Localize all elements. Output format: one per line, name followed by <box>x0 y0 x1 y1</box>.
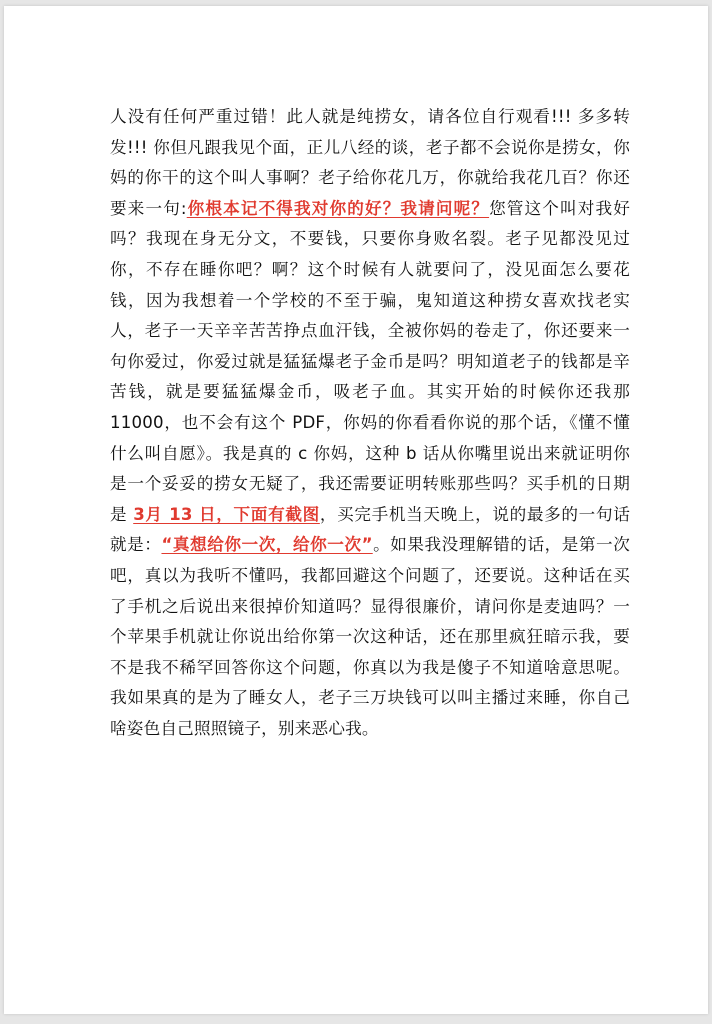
highlighted-text-segment: 你根本记不得我对你的好？我请问呢？ <box>186 198 490 218</box>
highlighted-text-segment: “真想给你一次，给你一次” <box>161 535 373 555</box>
text-segment: 。如果我没理解错的话，是第一次吧，真以为我听不懂吗，我都回避这个问题了，还要说。这种话在买了手机之后说出来很掉价知道吗？显得很廉价，请问你是麦迪吗？一个苹果手机就让你说出给你第一次这种话，还在那里疯狂暗示我，要不是我不稀罕回答你这个问题，你真以为我是傻子不知道啥意思呢。我如果真的是为了睡女人，老子三万块钱可以叫主播过来睡，你自己啥姿色自己照照镜子，别来恶心我。 <box>110 535 630 738</box>
highlighted-text-segment: 3月 13 日，下面有截图 <box>133 504 320 524</box>
body-paragraph <box>110 102 630 744</box>
text-segment: 人没有任何严重过错！此人就是纯捞女，请各位自行观看!!! 多多转发!!! 你但凡跟我见个面，正儿八经的谈，老子都不会说你是捞女，你妈的你干的这个叫人事啊？老子给你花几万，你就给我花几百？你还要来一句: <box>110 107 630 218</box>
text-segment: ，买完手机当天晚上，说的最多的一句话就是： <box>110 504 630 555</box>
document-body <box>110 102 630 744</box>
document-page <box>4 6 708 1014</box>
text-segment: 您管这个叫对我好吗？我现在身无分文，不要钱，只要你身败名裂。老子见都没见过你，不存在睡你吧？啊？这个时候有人就要问了，没见面怎么要花钱，因为我想着一个学校的不至于骗，鬼知道这种捞女喜欢找老实人，老子一天辛辛苦苦挣点血汗钱，全被你妈的卷走了，你还要来一句你爱过，你爱过就是猛猛爆老子金币是吗？明知道老子的钱都是辛苦钱，就是要猛猛爆金币，吸老子血。其实开始的时候你还我那 11000，也不会有这个 PDF，你妈的你看看你说的那个话，《懂不懂什么叫自愿》。我是真的 c 你妈，这种 b 话从你嘴里说出来就证明你是一个妥妥的捞女无疑了，我还需要证明转账那些吗？买手机的日期是 <box>110 198 630 524</box>
